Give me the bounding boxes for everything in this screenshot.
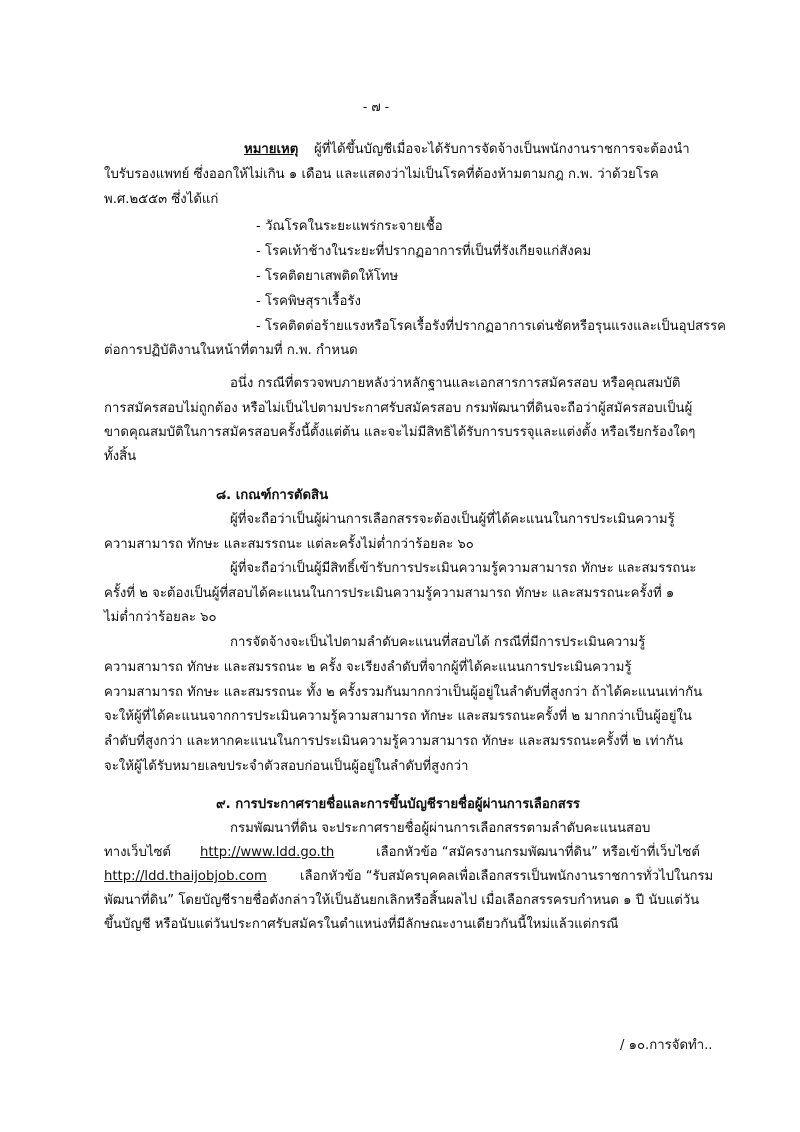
also-line-4: ทั้งสิ้น [104,449,137,464]
sec8-p3-line-4: จะให้ผู้ที่ได้คะแนนจากการประเมินความรู้ความสามารถ ทักษะ และสมรรถนะครั้งที่ ๒ มากกว่าเป็นผู้อยู่ใน [104,709,692,724]
disease-item: - โรคเท้าช้างในระยะที่ปรากฏอาการที่เป็นที่รังเกียจแก่สังคม [256,244,592,259]
sec8-p3-line-3: ความสามารถ ทักษะ และสมรรถนะ ทั้ง ๒ ครั้งรวมกันมากกว่าเป็นผู้อยู่ในลำดับที่สูงกว่า ถ้าได้คะแนนเท่ากัน [104,685,703,700]
disease-item: - วัณโรคในระยะแพร่กระจายเชื้อ [256,219,443,234]
also-line-1: อนึ่ง กรณีที่ตรวจพบภายหลังว่าหลักฐานและเอกสารการสมัครสอบ หรือคุณสมบัติ [230,376,681,391]
sec9-line-5: ขึ้นบัญชี หรือนับแต่วันประกาศรับสมัครในตำแหน่งที่มีลักษณะงานเดียวกันนี้ใหม่แล้วแต่กรณี [104,917,619,932]
section-8-heading: ๘. เกณฑ์การตัดสิน [216,488,329,503]
sec9-line-2-post: เลือกหัวข้อ “สมัครงานกรมพัฒนาที่ดิน” หรือเข้าที่เว็บไซต์ [376,845,700,860]
sec8-p2-line-1: ผู้ที่จะถือว่าเป็นผู้มีสิทธิ์เข้ารับการประเมินความรู้ความสามารถ ทักษะ และสมรรถนะ [230,561,697,576]
note-line-1: ผู้ที่ได้ขึ้นบัญชีเมื่อจะได้รับการจัดจ้างเป็นพนักงานราชการจะต้องนำ [314,142,690,157]
sec8-p2-line-2: ครั้งที่ ๒ จะต้องเป็นผู้ที่สอบได้คะแนนในการประเมินความรู้ความสามารถ ทักษะ และสมรรถนะครั้งที่ ๑ [104,586,675,601]
page-number: - ๗ - [362,100,390,115]
sec8-p3-line-5: ลำดับที่สูงกว่า และหากคะแนนในการประเมินความรู้ความสามารถ ทักษะ และสมรรถนะครั้งที่ ๒ เท่ากัน [104,734,684,749]
sec9-line-2-pre: ทางเว็บไซต์ [104,845,171,860]
section-9-heading: ๙. การประกาศรายชื่อและการขึ้นบัญชีรายชื่อผู้ผ่านการเลือกสรร [216,797,580,812]
next-page-marker: / ๑๐.การจัดทำ.. [620,1038,713,1053]
sec9-line-4: พัฒนาที่ดิน” โดยบัญชีรายชื่อดังกล่าวให้เป็นอันยกเลิกหรือสิ้นผลไป เมื่อเลือกสรรครบกำหนด ๑ ปี นับแต่วัน [104,893,700,908]
disease-item: - โรคติดต่อร้ายแรงหรือโรคเรื้อรังที่ปรากฏอาการเด่นชัดหรือรุนแรงและเป็นอุปสรรค [256,319,726,334]
note-label: หมายเหตุ [244,142,299,157]
ldd-website-link[interactable]: http://www.ldd.go.th [200,845,335,860]
sec8-p3-line-1: การจัดจ้างจะเป็นไปตามลำดับคะแนนที่สอบได้ กรณีที่มีการประเมินความรู้ [230,635,646,650]
sec8-p1-line-1: ผู้ที่จะถือว่าเป็นผู้ผ่านการเลือกสรรจะต้องเป็นผู้ที่ได้คะแนนในการประเมินความรู้ [230,512,675,527]
note-line-3: พ.ศ.๒๕๕๓ ซึ่งได้แก่ [104,192,219,207]
sec9-line-3-post: เลือกหัวข้อ “รับสมัครบุคคลเพื่อเลือกสรรเป็นพนักงานราชการทั่วไปในกรม [300,869,714,884]
note-line-2: ใบรับรองแพทย์ ซึ่งออกให้ไม่เกิน ๑ เดือน และแสดงว่าไม่เป็นโรคที่ต้องห้ามตามกฎ ก.พ. ว่าด้วยโรค [104,167,659,182]
sec8-p3-line-2: ความสามารถ ทักษะ และสมรรถนะ ๒ ครั้ง จะเรียงลำดับที่จากผู้ที่ได้คะแนนการประเมินความรู้ [104,660,632,675]
also-line-2: การสมัครสอบไม่ถูกต้อง หรือไม่เป็นไปตามประกาศรับสมัครสอบ กรมพัฒนาที่ดินจะถือว่าผู้สมัครสอบเป็นผู้ [104,401,693,416]
disease-continuation: ต่อการปฏิบัติงานในหน้าที่ตามที่ ก.พ. กำหนด [104,343,358,358]
also-line-3: ขาดคุณสมบัติในการสมัครสอบครั้งนี้ตั้งแต่ต้น และจะไม่มีสิทธิได้รับการบรรจุและแต่งตั้ง หรือเรียกร้องใดๆ [104,425,696,440]
sec8-p3-line-6: จะให้ผู้ได้รับหมายเลขประจำตัวสอบก่อนเป็นผู้อยู่ในลำดับที่สูงกว่า [104,759,469,774]
disease-item: - โรคพิษสุราเรื้อรัง [256,294,361,309]
sec8-p2-line-3: ไม่ต่ำกว่าร้อยละ ๖๐ [104,610,217,625]
thaijobjob-website-link[interactable]: http://ldd.thaijobjob.com [104,869,267,884]
sec8-p1-line-2: ความสามารถ ทักษะ และสมรรถนะ แต่ละครั้งไม่ต่ำกว่าร้อยละ ๖๐ [104,537,474,552]
disease-item: - โรคติดยาเสพติดให้โทษ [256,269,399,284]
sec9-line-1: กรมพัฒนาที่ดิน จะประกาศรายชื่อผู้ผ่านการเลือกสรรตามลำดับคะแนนสอบ [230,821,651,836]
